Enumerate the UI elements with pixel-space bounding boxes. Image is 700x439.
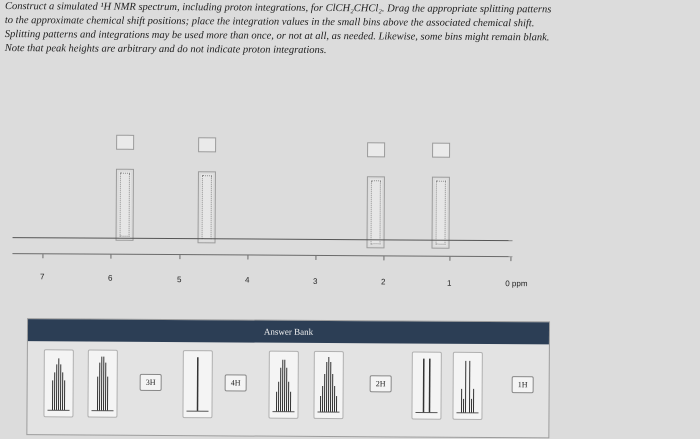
tick-label-4: 4 — [244, 275, 250, 284]
splitting-pattern-icon — [314, 352, 342, 418]
integration-bin-1[interactable] — [432, 143, 450, 158]
tick-mark — [110, 255, 111, 259]
tick-mark — [383, 256, 384, 260]
tick-mark — [179, 255, 180, 259]
pattern-tile-multiplet-d[interactable] — [313, 351, 343, 419]
tick-label-5: 5 — [176, 275, 182, 284]
integration-bin-6[interactable] — [116, 135, 134, 150]
tick-label-1: 1 — [446, 279, 452, 288]
integration-bin-2[interactable] — [367, 142, 385, 157]
splitting-pattern-icon — [453, 353, 481, 419]
ppm-axis — [12, 253, 512, 257]
integration-tile-1h[interactable]: 1H — [512, 376, 534, 393]
tick-mark — [42, 254, 43, 258]
tick-label-2: 2 — [380, 277, 386, 286]
tick-mark — [510, 257, 511, 261]
instructions — [5, 0, 645, 60]
pattern-bin-2[interactable] — [366, 176, 384, 248]
tick-label-7: 7 — [39, 272, 45, 281]
integration-tile-2h[interactable]: 2H — [370, 375, 392, 392]
pattern-bin-4-5[interactable] — [198, 171, 216, 243]
splitting-pattern-icon — [44, 350, 72, 416]
pattern-tile-multiplet-a[interactable] — [43, 349, 73, 417]
splitting-pattern-icon — [412, 353, 440, 419]
pattern-tile-multiplet-b[interactable] — [87, 350, 117, 418]
tick-label-6: 6 — [107, 274, 113, 283]
pattern-tile-multiplet-c[interactable] — [268, 351, 298, 419]
splitting-pattern-icon — [88, 351, 116, 417]
answer-bank-title: Answer Bank — [28, 319, 549, 344]
answer-bank — [26, 318, 550, 438]
pattern-tile-quartet[interactable] — [452, 352, 482, 420]
pattern-tile-doublet[interactable] — [411, 352, 441, 420]
pattern-bin-1[interactable] — [431, 177, 449, 249]
tick-label-3: 3 — [312, 277, 318, 286]
answer-bank-items — [27, 341, 549, 437]
pattern-bin-6[interactable] — [116, 169, 134, 241]
instructions-line-3: Splitting patterns and integrations may be used more than once, or not at all, as needed. Likewise, some bins might remain blank. — [5, 28, 645, 46]
instructions-line-2: to the approximate chemical shift positions; place the integration values in the small bins above the associated chemical shift. — [5, 14, 645, 32]
integration-tile-4h[interactable]: 4H — [225, 374, 247, 391]
tick-label-0-ppm: 0 ppm — [505, 279, 535, 288]
splitting-pattern-icon — [183, 351, 211, 417]
pattern-tile-singlet[interactable] — [182, 350, 212, 418]
splitting-pattern-icon — [269, 352, 297, 418]
tick-mark — [315, 256, 316, 260]
instructions-line-4: Note that peak heights are arbitrary and do not indicate proton integrations. — [5, 42, 645, 60]
integration-bin-4-5[interactable] — [198, 137, 216, 152]
integration-tile-3h[interactable]: 3H — [140, 374, 162, 391]
instructions-line-1: Construct a simulated ¹H NMR spectrum, including proton integrations, for ClCH₂CHCl₂. Drag the appropriate splitting patterns — [5, 0, 645, 18]
spectrum-area — [0, 96, 699, 312]
tick-mark — [449, 257, 450, 261]
tick-mark — [247, 256, 248, 260]
